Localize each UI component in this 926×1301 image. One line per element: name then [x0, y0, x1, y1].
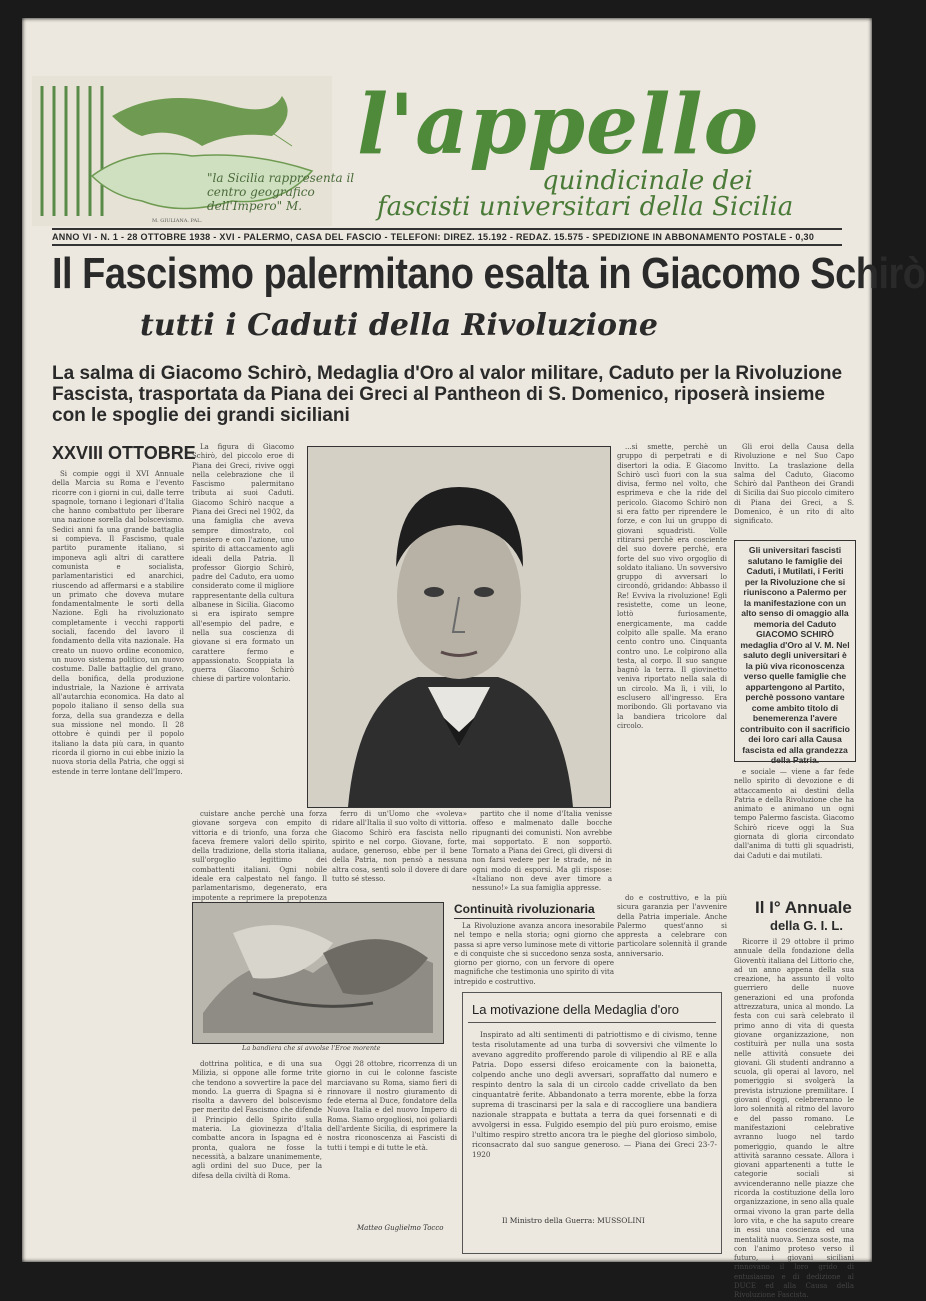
middle-text-3-paragraph: partito che il nome d'Italia venisse offeso e malmenato dalle bocche ripugnanti dei comunisti. Non avrebbe mai sopportato. E non sopportò. Tornato a Piana dei Greci, gli diversi di non farsi vedere per le strade, né in ogni modo di esporsi. Ma gli rispose: «Italiano non deve aver timore a nessuno!» La sua famiglia appresse. [472, 810, 612, 893]
motivazione-divider [468, 1022, 716, 1023]
article-column-4-text: ...si smette, perchè un gruppo di perpetrati e di disertori la odia. E Giacomo Schirò uscì fuori con la sua divisa, fermo nel volto, che esprimeva e che la ride del pericolo. Giacomo Schirò non si era fatto per riprendere le forze, e con lui un gruppo di giovani squadristi. Volle ritirarsi perchè era cosciente del suo dovere perchè, era forte del suo vivo orgoglio di soldato italiano. Un sovversivo gruppo di avversari lo circondò, gridando: Abbasso il Re! Evviva la rivoluzione! Egli resistette, come un leone, lottò furiosamente, energicamente, ma cadde colpito alle spalle. Ma erano cento contro uno. Cinquanta contro uno. Le colpirono alla testa, al corpo. Il suo sangue bagnò la terra. Il giovinetto veniva riportato nella sala di un circolo. Ma lì, i vili, lo esclusero all'ingresso. Era moribondo. Gli portavano via la bandiera tricolore dal circolo. [617, 443, 727, 730]
portrait-photo [307, 446, 611, 808]
main-headline: Il Fascismo palermitano esalta in Giacomo Schirò [52, 250, 926, 299]
lower-text-2 [327, 1060, 457, 1220]
lower-text-1-paragraph: dottrina politica, e di una sua Milizia, si oppone alle forme trite che tendono a sovvertire la pace del mondo. La guerra di Spagna si è risolta a davvero del bolscevismo per merito del Fascismo che difende il Principio dello Spirito sulla materia. La giovinezza d'Italia combatte ancora in Ispagna ed è pronta, qualora ne fosse la necessità, a balzare unanimemente, agli ordini del suo Duce, per la difesa della civiltà di Roma. [192, 1060, 322, 1180]
motivazione-text [472, 1030, 717, 1210]
deck: La salma di Giacomo Schirò, Medaglia d'Oro al valor militare, Caduto per la Rivoluzione Fascista, trasportata da Piana dei Greci al Pantheon di S. Domenico, riposerà insieme con le spoglie dei grandi siciliani [52, 363, 843, 426]
motivazione-paragraph: Inspirato ad alti sentimenti di patriottismo e di civismo, tenne testa risolutamente ad una turba di sovversivi che vilmente lo avevano aggredito profferendo parole di vilipendio al RE e alla Patria. Dopo essersi difeso eroicamente con la baionetta, colpendo anche uno degli avversari, sopraffatto dal numero e respinto dentro la sala di un circolo cadde crivellato da ben cinquantatrè ferite. Abbandonato a terra morente, ebbe la forza suprema di trascinarsi per la sala e di raccogliere una bandiera nazionale strappata e buttata a terra da quei forsennati e di avvolgersi in essa. Fulgido esempio del più puro eroismo, emise l'ultimo respiro stretto ancora tra le pieghe del glorioso simbolo, riconsacrato dal suo sangue generoso. — Piana dei Greci 23-7-1920 [472, 1030, 717, 1159]
motivazione-signature: Il Ministro della Guerra: MUSSOLINI [502, 1216, 645, 1225]
annuale-heading: Il I° Annuale [755, 898, 852, 917]
article-column-4 [617, 443, 727, 803]
continuita-heading: Continuità rivoluzionaria [454, 902, 595, 919]
masthead-title: l'appello [357, 77, 760, 173]
article-column-5b-text: e sociale — viene a far fede nello spirito di devozione e di attaccamento ai destini della Patria e della Rivoluzione che ha animato e animano un ogni tempo Palermo fascista. Giacomo Schirò riceve oggi la Sua giornata di gloria circondato dall'anima di tutti gli squadristi, dai Caduti e dai mutilati. [734, 768, 854, 860]
map-credit: M. GIULIANA. PAL. [152, 218, 202, 224]
dateline: ANNO VI - N. 1 - 28 OTTOBRE 1938 - XVI - PALERMO, CASA DEL FASCIO - TELEFONI: DIREZ. 15.192 - REDAZ. 15.575 - SPEDIZIONE IN ABBONAMENTO POSTALE - 0,30 [52, 228, 842, 246]
lower-text-1 [192, 1060, 322, 1255]
article-column-5 [734, 443, 854, 533]
masthead-subtitle-1: quindicinale dei [542, 166, 753, 196]
continuita-text [454, 922, 614, 992]
middle-text-1-paragraph: cuistare anche perchè una forza giovane sorgeva con empito di vittoria e di trionfo, una forza che faceva fremere valori dello spirito, della tradizione, della storia italiana, sull'orgoglio legittimo dei combattenti italiani. Ogni nobile ideale era calpestato nel fango. Il parlamentarismo, degenerato, era impotente a reprimere la prepotenza [192, 810, 327, 902]
masthead-subtitle-2: fascisti universitari della Sicilia [377, 192, 794, 222]
left-article-text [52, 470, 184, 1255]
article-column-2-text: La figura di Giacomo Schirò, del piccolo eroe di Piana dei Greci, rivive oggi nella celebrazione che il Fascismo palermitano tributa ai suoi Caduti. Giacomo Schirò nacque a Piana dei Greci nel 1902, da una famiglia che aveva sempre dimostrato, col pensiero e con l'azione, uno spirito di attaccamento agli ideali della Patria. Il professor Giorgio Schirò, padre del Caduto, era uomo considerato come il migliore rappresentante della cultura albanese in Sicilia. Giacomo si era ispirato sempre all'esempio del padre, e nella sua coscienza di giovane si era formato un carattere fermo e appassionato. Scoppiata la guerra Giacomo Schirò chiese di partire volontario. [192, 443, 294, 684]
left-article-paragraph: Si compie oggi il XVI Annuale della Marcia su Roma e l'evento ricorre con i giorni in cui, dalle terre spagnole, tornano i legionari d'Italia che hanno combattuto per liberare una nazione sorella dal bolscevismo. Sedici anni fa una grande battaglia si compieva. Il Fascismo, quale partito puramente italiano, si imponeva agli altri di carattere comunista e socialista, parlamentaristici ed anarchici, riuscendo ad affermarsi e a stabilire un primato che doveva mutare fondamentalmente le sorti della Nazione. Egli ha rivoluzionato completamente i vecchi rapporti sociali, facendo del lavoro il fondamento della vita nazionale. Ha creato un nuovo ordine economico, un nuovo sistema politico, un nuovo costume. Dalle battaglie del grano, della bonifica, della produzione industriale, la Nazione è arrivata all'autarchia economica. Ha dato al popolo italiano il senso della sua forza, della sua grandezza e della sua missione nel mondo. Il 28 ottobre è quindi per il popolo italiano la data più cara, in quanto ricorda il giorno in cui ebbe inizio la nuova storia della Patria, che oggi si estende in terre lontane dell'Impero. [52, 470, 184, 776]
newspaper-page [22, 18, 926, 1300]
annuale-text [734, 938, 855, 1300]
photo-caption: La bandiera che si avvolse l'Eroe morente [242, 1044, 381, 1052]
masthead-motto: "la Sicilia rappresenta il centro geografico dell'Impero" M. [207, 171, 355, 213]
article-column-5b [734, 768, 854, 893]
masthead [32, 76, 862, 226]
motivazione-heading: La motivazione della Medaglia d'oro [472, 1002, 679, 1017]
continuita-paragraph: La Rivoluzione avanza ancora inesorabile nel tempo e nella storia; ogni giorno che passa si apre verso luminose mete di vittorie e di conquiste che si succedono senza sosta, giorno per giorno, con un fervore di opere magnifiche che testimonia uno spirito di vita intrepido e costruttivo. [454, 922, 614, 986]
article-mid-right-text: do e costruttivo, e la più sicura garanzia per l'avvenire della Patria imperiale. Anche Palermo quest'anno si appresta a celebrare con particolare solennità il grande anniversario. [617, 894, 727, 958]
middle-text-2-paragraph: ferro di un'Uomo che «voleva» ridare all'Italia il suo volto di vittoria. Giacomo Schirò era fascista nello spirito e nel corpo. Giovane, forte, audace, generoso, ebbe per il bene della Patria, non pensò a nessuna altra cosa, sentì solo il dovere di dare tutto sé stesso. [332, 810, 467, 884]
notice-box: Gli universitari fascisti salutano le famiglie dei Caduti, i Mutilati, i Feriti per la Rivoluzione che si riuniscono a Palermo per la manifestazione con un alto senso di omaggio alla memoria del Caduto GIACOMO SCHIRÒ medaglia d'Oro al V. M. Nel saluto degli universitari è la più viva riconoscenza verso quelle famiglie che appartengono al Partito, perchè possono vantare come ambito titolo di benemerenza l'avere contribuito con il sacrificio dei loro cari alla Causa fascista ed alla grandezza della Patria. [734, 540, 856, 762]
article-column-2 [192, 443, 294, 793]
article-mid-right [617, 894, 727, 984]
lower-text-2-paragraph: Oggi 28 ottobre, ricorrenza di un giorno in cui le colonne fasciste marciavano su Roma, siamo fieri di rinnovare il nostro giuramento di fede eterna al Duce, fondatore della Nuova Italia e del nuovo Impero di Roma. Siamo orgogliosi, noi goliardi dell'ardente Sicilia, di esprimere la nostra riconoscenza ai Fascisti di tutti i tempi e di tutte le età. [327, 1060, 457, 1152]
annuale-subheading: della G. I. L. [770, 918, 843, 933]
article-signature: Matteo Guglielmo Tocco [357, 1224, 444, 1232]
annuale-paragraph: Ricorre il 29 ottobre il primo annuale della fondazione della Gioventù italiana del Littorio che, ad un anno appena della sua creazione, ha assunto il volto guerriero delle nuove generazioni ed una profonda attrezzatura, unica al mondo. La festa con cui sarà celebrato il primo anno di vita di questa giovane organizzazione, non costituirà per nulla una sosta nelle attività consuete dei giovani. Gli studenti andranno a scuola, gli operai al lavoro, nel pomeriggio si svolgerà la prevista istruzione premilitare. I giovani d'oggi, celebreranno le loro solennità al ritmo del lavoro e del passo romano. Le manifestazioni celebrative avranno luogo nel tardo pomeriggio, quando le altre attività saranno cessate. Allora i giovani appartenenti a tutte le categorie sociali si avvicenderanno nelle piazze che ricorda la costituzione della loro organizzazione, in seno alla quale ormai vivono la gran parte della loro vita, e che ha saputo creare in essi una coscienza ed una mentalità nuova. Senza soste, ma con l'animo proteso verso il futuro, i giovani siciliani rinnovano il loro grido di entusiasmo e di dedizione al DUCE ed alla Causa della Rivoluzione Fascista. [734, 938, 855, 1300]
left-article-heading: XXVIII OTTOBRE [52, 443, 196, 463]
article-column-5-text: Gli eroi della Causa della Rivoluzione e nel Suo Capo Invitto. La traslazione della salma del Caduto, Giacomo Schirò dal Pantheon dei Grandi di Sicilia dai Suo piccolo cimitero di Piana dei Greci, a S. Domenico, è un rito di alto significato. [734, 443, 854, 526]
subheadline: tutti i Caduti della Rivoluzione [140, 308, 658, 343]
flag-photo [192, 902, 444, 1044]
